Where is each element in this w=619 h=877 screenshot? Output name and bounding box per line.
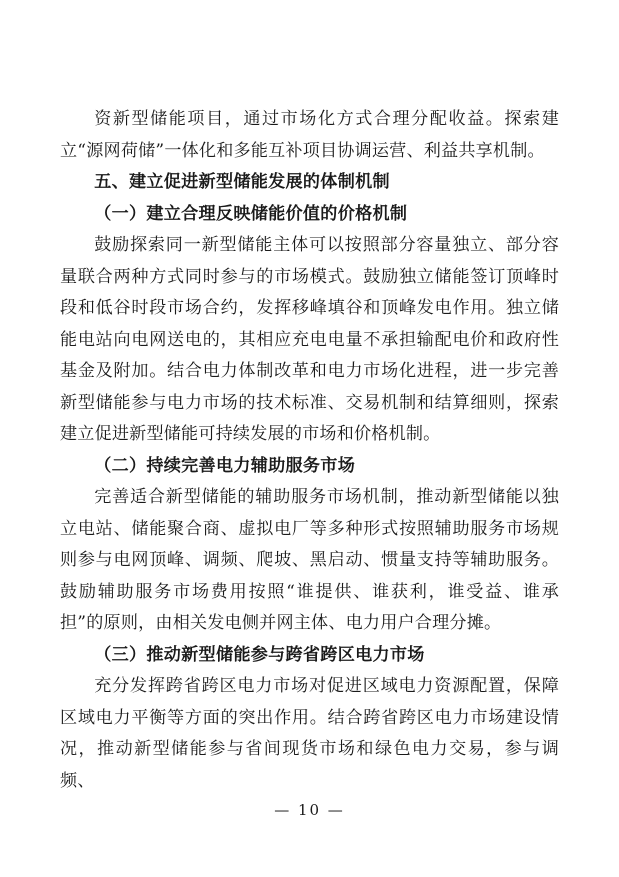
paragraph-price-mechanism: 鼓励探索同一新型储能主体可以按照部分容量独立、部分容量联合两种方式同时参与的市场模式。鼓励独立储能签订顶峰时段和低谷时段市场合约，发挥移峰填谷和顶峰发电作用。独立储能电站向电网送电的，其相应充电电量不承担输配电价和政府性基金及附加。结合电力体制改革和电力市场化进程，进一步完善新型储能参与电力市场的技术标准、交易机制和结算细则，探索建立促进新型储能可持续发展的市场和价格机制。 [60,235,559,444]
subsection-heading-three: （三）推动新型储能参与跨省跨区电力市场 [94,644,425,665]
document-body [60,104,559,797]
page-number: — 10 — [274,801,345,819]
section-heading-five: 五、建立促进新型储能发展的体制机制 [94,172,390,192]
paragraph-continuation: 资新型储能项目，通过市场化方式合理分配收益。探索建立“源网荷储”一体化和多能互补项目协调运营、利益共享机制。 [60,109,559,161]
subsection-heading-one: （一）建立合理反映储能价值的价格机制 [94,203,408,224]
subsection-heading-two: （二）持续完善电力辅助服务市场 [94,455,356,476]
paragraph-ancillary-services: 完善适合新型储能的辅助服务市场机制，推动新型储能以独立电站、储能聚合商、虚拟电厂等多种形式按照辅助服务市场规则参与电网顶峰、调频、爬坡、黑启动、惯量支持等辅助服务。鼓励辅助服务市场费用按照“谁提供、谁获利，谁受益、谁承担”的原则，由相关发电侧并网主体、电力用户合理分摊。 [60,487,559,633]
paragraph-interprovincial-market: 充分发挥跨省跨区电力市场对促进区域电力资源配置，保障区域电力平衡等方面的突出作用。结合跨省跨区电力市场建设情况，推动新型储能参与省间现货市场和绿色电力交易，参与调频、 [60,676,559,791]
